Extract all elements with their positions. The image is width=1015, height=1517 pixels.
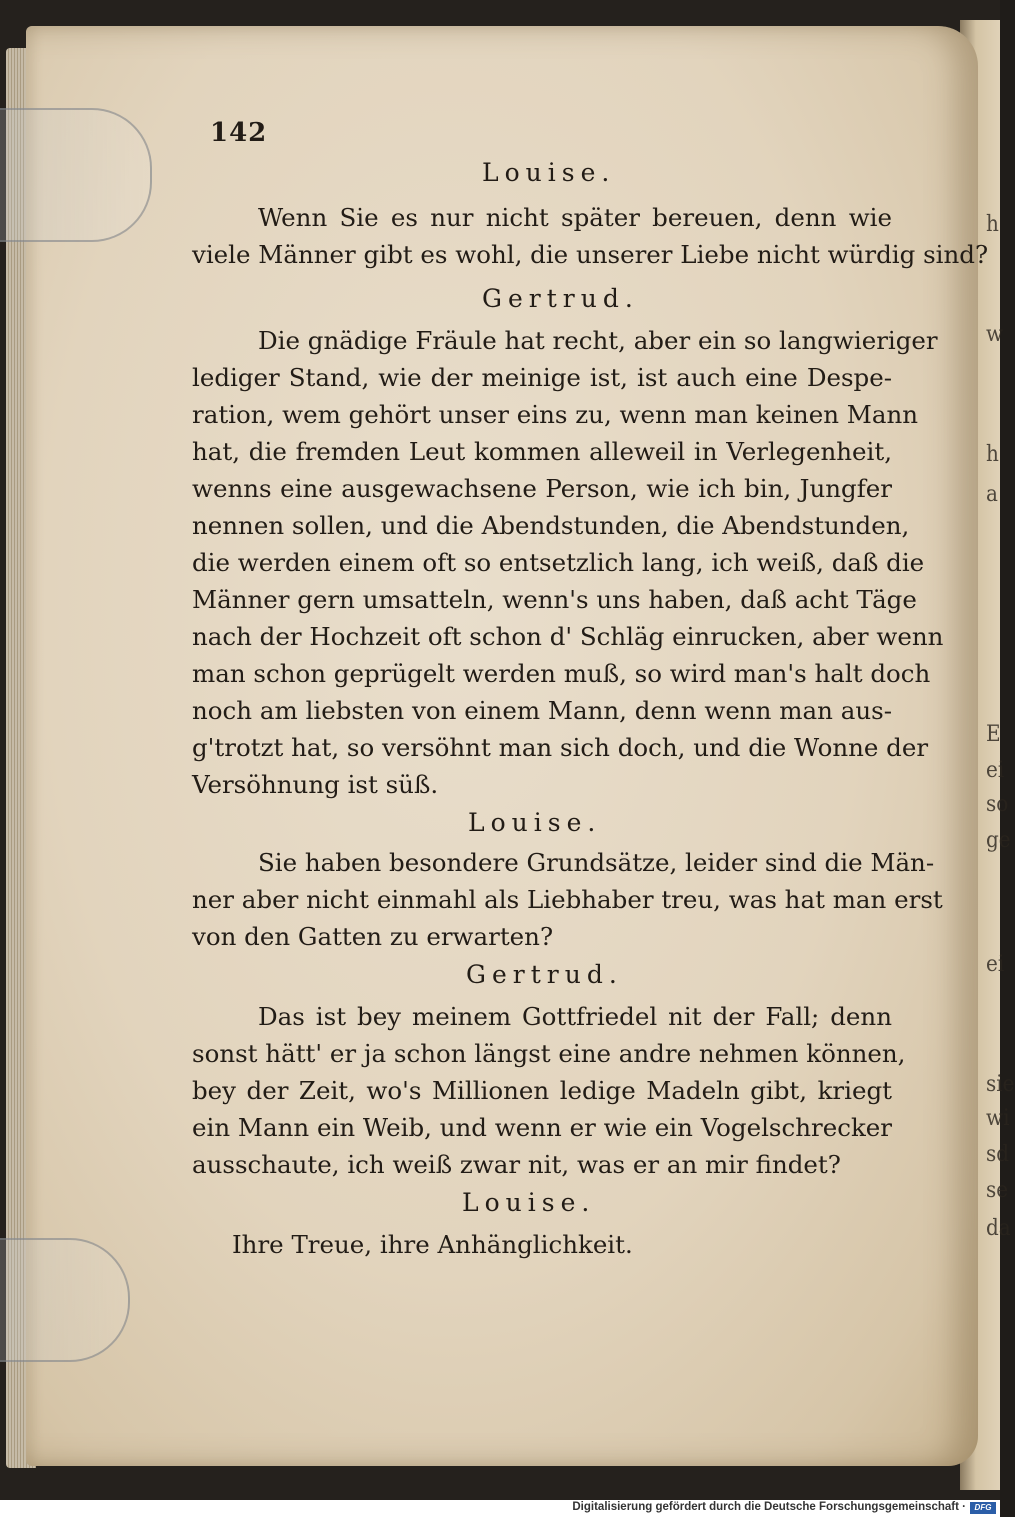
text-line: man schon geprügelt werden muß, so wird man's halt doch: [192, 659, 931, 688]
text-line: Die gnädige Fräule hat recht, aber ein so langwieriger: [258, 326, 938, 355]
text-line: Ihre Treue, ihre Anhänglichkeit.: [232, 1230, 633, 1259]
book-page: [26, 26, 989, 1466]
text-line: wenns eine ausgewachsene Person, wie ich bin, Jungfer: [192, 474, 892, 503]
facing-page-fragment: se: [986, 1176, 1009, 1203]
speaker-heading: Louise.: [482, 158, 616, 187]
speaker-heading: Louise.: [462, 1188, 596, 1217]
text-line: Wenn Sie es nur nicht später bereuen, denn wie: [258, 203, 892, 232]
facing-page-fragment: ei: [986, 950, 1005, 977]
facing-page-fragment: h: [986, 210, 999, 237]
speaker-heading: Louise.: [468, 808, 602, 837]
facing-page-fragment: wi: [986, 1104, 1010, 1131]
speaker-heading: Gertrud.: [482, 284, 639, 313]
dfg-logo-icon: DFG: [970, 1502, 996, 1514]
speaker-heading: Gertrud.: [466, 960, 623, 989]
book-clip-bottom: [0, 1238, 130, 1362]
text-line: bey der Zeit, wo's Millionen ledige Madeln gibt, kriegt: [192, 1076, 892, 1105]
text-line: viele Männer gibt es wohl, die unserer Liebe nicht würdig sind?: [192, 240, 989, 269]
text-line: ausschaute, ich weiß zwar nit, was er an mir findet?: [192, 1150, 841, 1179]
facing-page-fragment: da: [986, 1214, 1011, 1241]
facing-page-fragment: ei: [986, 756, 1005, 783]
facing-page-fragment: sd: [986, 1140, 1010, 1167]
facing-page-fragment: E: [986, 720, 1001, 747]
facing-page-fragment: ge: [986, 826, 1011, 853]
footer-bar: [0, 1500, 1000, 1517]
funding-credit: Digitalisierung gefördert durch die Deutsche Forschungsgemeinschaft ·: [572, 1501, 966, 1513]
text-line: von den Gatten zu erwarten?: [192, 922, 554, 951]
text-line: nennen sollen, und die Abendstunden, die Abendstunden,: [192, 511, 910, 540]
text-line: noch am liebsten von einem Mann, denn wenn man aus-: [192, 696, 892, 725]
text-line: g'trotzt hat, so versöhnt man sich doch, und die Wonne der: [192, 733, 929, 762]
facing-page-fragment: sie: [986, 1070, 1015, 1097]
facing-page-fragment: h: [986, 440, 999, 467]
page-number: 142: [210, 118, 268, 148]
facing-page-fragment: a: [986, 480, 998, 507]
facing-page-fragment: w: [986, 320, 1004, 347]
text-line: hat, die fremden Leut kommen alleweil in Verlegenheit,: [192, 437, 892, 466]
facing-page-fragment: so: [986, 790, 1009, 817]
text-line: ner aber nicht einmahl als Liebhaber treu, was hat man erst: [192, 885, 943, 914]
book-clip-top: [0, 108, 152, 242]
text-line: lediger Stand, wie der meinige ist, ist auch eine Despe-: [192, 363, 892, 392]
text-line: Versöhnung ist süß.: [192, 770, 439, 799]
text-line: Sie haben besondere Grundsätze, leider sind die Män-: [258, 848, 935, 877]
text-line: die werden einem oft so entsetzlich lang, ich weiß, daß die: [192, 548, 925, 577]
text-line: sonst hätt' er ja schon längst eine andre nehmen können,: [192, 1039, 906, 1068]
text-line: ration, wem gehört unser eins zu, wenn man keinen Mann: [192, 400, 919, 429]
text-line: ein Mann ein Weib, und wenn er wie ein Vogelschrecker: [192, 1113, 892, 1142]
text-line: nach der Hochzeit oft schon d' Schläg einrucken, aber wenn: [192, 622, 944, 651]
text-line: Das ist bey meinem Gottfriedel nit der Fall; denn: [258, 1002, 892, 1031]
page-text: [26, 26, 989, 1466]
text-line: Männer gern umsatteln, wenn's uns haben, daß acht Täge: [192, 585, 917, 614]
